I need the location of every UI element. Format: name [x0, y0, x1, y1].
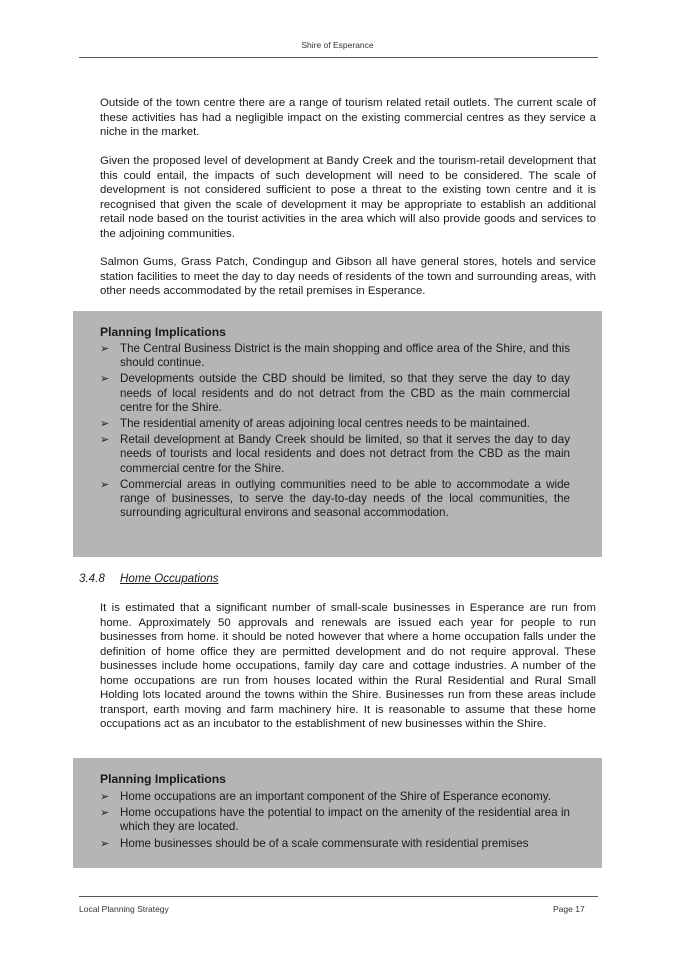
- header-rule: [79, 57, 598, 58]
- footer-rule: [79, 896, 598, 897]
- list-item: ➢ Home occupations have the potential to impact on the amenity of the residential area in which they are located.: [100, 806, 570, 834]
- arrow-bullet-icon: ➢: [100, 791, 110, 803]
- arrow-bullet-icon: ➢: [100, 478, 110, 491]
- paragraph-bandy-creek: Given the proposed level of development at Bandy Creek and the tourism-retail development that this could entail, the impacts of such development will need to be considered. The scale of development is not considered sufficient to pose a threat to the existing town centre and it is recognised that given the scale of development it may be appropriate to establish an additional retail node based on the tourist activities in the area which will also provide goods and services to the adjoining communities.: [100, 155, 596, 240]
- arrow-bullet-icon: ➢: [100, 434, 110, 447]
- paragraph-tourism-retail: Outside of the town centre there are a range of tourism related retail outlets. The current scale of these activities has had a negligible impact on the existing commercial centres as they service a niche in the market.: [100, 97, 596, 138]
- arrow-bullet-icon: ➢: [100, 837, 110, 850]
- implications-list: [100, 790, 570, 853]
- paragraph-outlying-towns: Salmon Gums, Grass Patch, Condingup and Gibson all have general stores, hotels and service station facilities to meet the day to day needs of residents of the town and surrounding areas, with other needs accommodated by the retail premises in Esperance.: [100, 256, 596, 297]
- list-item: ➢ Home businesses should be of a scale commensurate with residential premises: [100, 836, 529, 850]
- footer-document-title: Local Planning Strategy: [79, 904, 169, 914]
- implications-list: [100, 342, 570, 522]
- arrow-bullet-icon: ➢: [100, 807, 110, 820]
- arrow-bullet-icon: ➢: [100, 373, 110, 386]
- list-item: ➢ Developments outside the CBD should be limited, so that they serve the day to day needs of local residents and do not detract from the CBD as the main commercial centre for the Shire.: [100, 372, 570, 414]
- section-title: Home Occupations: [120, 572, 219, 585]
- box-title: Planning Implications: [100, 325, 226, 339]
- arrow-bullet-icon: ➢: [100, 343, 110, 355]
- paragraph-home-occupations: It is estimated that a significant number of small-scale businesses in Esperance are run from home. Approximately 50 approvals and renewals are issued each year for people to run businesses from home. it should be noted however that where a home occupation falls under the definition of home office they are permitted development and do not require approval. These businesses include home occupations, family day care and cottage industries. A number of the home occupations are run from houses located within the Rural Residential and Rural Small Holding lots located around the towns within the Shire. Businesses run from these areas include transport, earth moving and farm machinery hire. It is reasonable to assume that these home occupations act as an incubator to the establishment of new businesses within the Shire.: [100, 602, 596, 730]
- list-item: ➢ Home occupations are an important component of the Shire of Esperance economy.: [100, 790, 551, 803]
- list-item: ➢ Commercial areas in outlying communities need to be able to accommodate a wide range of businesses, to serve the day-to-day needs of the local communities, the surrounding agricultural environs and seasonal accommodation.: [100, 477, 570, 520]
- page-header: Shire of Esperance: [301, 40, 374, 50]
- arrow-bullet-icon: ➢: [100, 418, 110, 431]
- footer-page-number: Page 17: [553, 904, 585, 914]
- list-item: ➢ The Central Business District is the main shopping and office area of the Shire, and this should continue.: [100, 342, 570, 370]
- box-title: Planning Implications: [100, 772, 226, 786]
- section-heading: [79, 572, 219, 585]
- planning-implications-box-1: [73, 311, 602, 557]
- planning-implications-box-2: [73, 758, 602, 868]
- list-item: ➢ The residential amenity of areas adjoining local centres needs to be maintained.: [100, 417, 530, 431]
- section-number: 3.4.8: [79, 572, 105, 585]
- list-item: ➢ Retail development at Bandy Creek should be limited, so that it serves the day to day needs of tourists and local residents and does not detract from the CBD as the main commercial centre for the Shire.: [100, 433, 570, 475]
